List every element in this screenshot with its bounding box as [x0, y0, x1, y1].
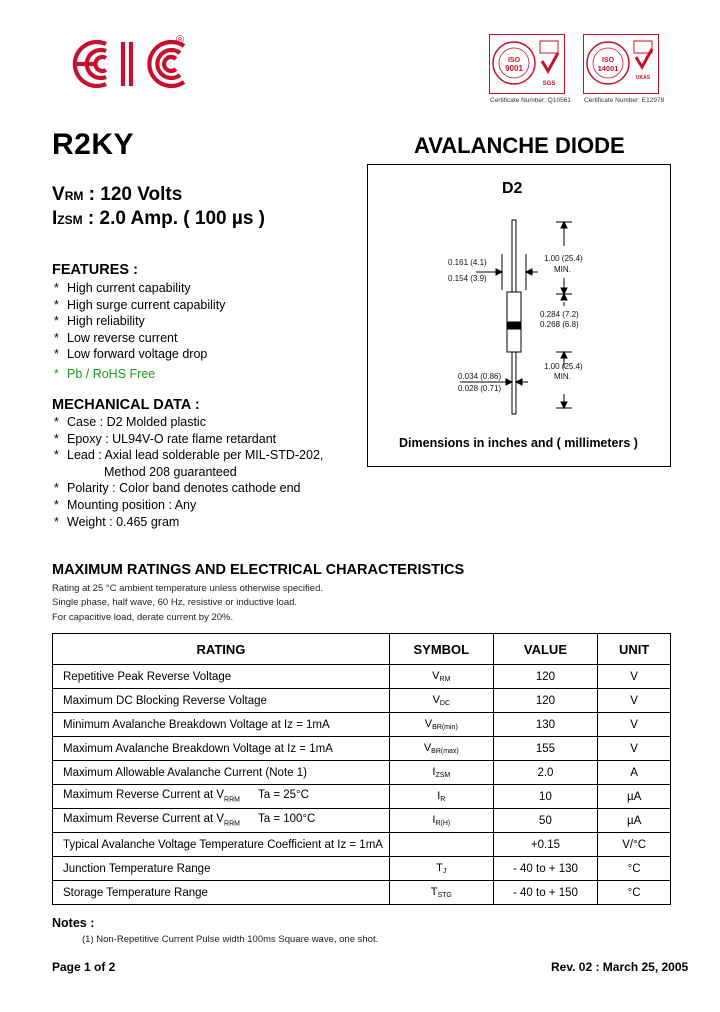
symbol-cell — [389, 857, 493, 881]
value-cell: 155 — [493, 737, 598, 761]
part-number: R2KY — [52, 128, 135, 161]
unit-cell: V — [598, 713, 671, 737]
rating-text: Maximum Reverse Current at V — [63, 813, 225, 826]
symbol-cell — [389, 737, 493, 761]
svg-text:ISO: ISO — [601, 57, 615, 64]
symbol-text: I — [432, 766, 436, 778]
symbol-cell — [389, 833, 493, 857]
rating-cell — [53, 833, 390, 857]
rating-text: Typical Avalanche Voltage Temperature Coefficient at Iz = 1mA — [63, 838, 383, 851]
value-cell: 2.0 — [493, 761, 598, 785]
table-header-row — [53, 634, 671, 665]
rating-cell — [53, 689, 390, 713]
list-item: * Epoxy : UL94V-O rate flame retardant — [52, 431, 323, 448]
symbol-subscript: RM — [439, 676, 451, 683]
value-cell: 10 — [493, 785, 598, 809]
dim-lead-len-bot: 1.00 (25.4) — [544, 362, 583, 371]
dim-body-dia-min: 0.154 (3.9) — [448, 274, 487, 283]
list-item: * High surge current capability — [52, 297, 225, 314]
rating-text: Repetitive Peak Reverse Voltage — [63, 670, 232, 683]
symbol-subscript: R — [440, 796, 446, 803]
product-title: AVALANCHE DIODE — [414, 133, 625, 158]
notes-heading: Notes : — [52, 916, 95, 930]
svg-text:9001: 9001 — [505, 64, 523, 73]
symbol-text: I — [437, 790, 441, 802]
spec-izsm: IZSM : 2.0 Amp. ( 100 µs ) — [52, 208, 265, 229]
rohs-item: * Pb / RoHS Free — [52, 366, 225, 383]
features-list — [52, 280, 225, 383]
condition-line: Single phase, half wave, 60 Hz, resistive or inductive load. — [52, 597, 298, 608]
dim-lead-len-top-min: MIN. — [554, 265, 571, 274]
table-row — [53, 833, 671, 857]
symbol-subscript: BR(max) — [431, 748, 459, 755]
list-item: * Lead : Axial lead solderable per MIL-STD-202, — [52, 447, 323, 464]
rating-cell — [53, 761, 390, 785]
rating-text: Minimum Avalanche Breakdown Voltage at Iz = 1mA — [63, 718, 330, 731]
unit-cell: V — [598, 665, 671, 689]
unit-cell: µA — [598, 785, 671, 809]
spec-vrm-sub: RM — [64, 189, 84, 203]
condition-line: Rating at 25 °C ambient temperature unless otherwise specified. — [52, 583, 323, 594]
symbol-subscript: DC — [439, 700, 451, 707]
iso9001-seal-icon — [490, 35, 564, 93]
mechanical-list — [52, 414, 323, 530]
ratings-title: MAXIMUM RATINGS AND ELECTRICAL CHARACTERISTICS — [52, 562, 465, 578]
unit-cell: V — [598, 689, 671, 713]
unit-cell: °C — [598, 881, 671, 905]
value-cell: 50 — [493, 809, 598, 833]
rating-cell — [53, 737, 390, 761]
list-item: * Low reverse current — [52, 330, 225, 347]
col-symbol: SYMBOL — [389, 634, 493, 665]
symbol-cell — [389, 713, 493, 737]
dim-body-dia-max: 0.161 (4.1) — [448, 258, 487, 267]
spec-vrm: VRM : 120 Volts — [52, 184, 183, 205]
iso14001-caption: Certificate Number: E12978 — [584, 97, 665, 104]
table-row — [53, 881, 671, 905]
symbol-subscript: R(H) — [435, 820, 451, 827]
symbol-cell — [389, 809, 493, 833]
list-item: * Weight : 0.465 gram — [52, 514, 323, 531]
symbol-subscript: J — [442, 868, 447, 875]
note-1: (1) Non-Repetitive Current Pulse width 100ms Square wave, one shot. — [82, 934, 379, 945]
table-row — [53, 761, 671, 785]
symbol-cell — [389, 689, 493, 713]
list-item: * Polarity : Color band denotes cathode end — [52, 480, 323, 497]
iso14001-seal-icon — [584, 35, 658, 93]
iso9001-badge — [489, 34, 565, 94]
symbol-text: T — [436, 862, 443, 874]
unit-cell: °C — [598, 857, 671, 881]
value-cell: 120 — [493, 689, 598, 713]
symbol-subscript: STG — [437, 892, 452, 899]
spec-izsm-symbol: I — [52, 208, 58, 229]
table-row — [53, 689, 671, 713]
list-item: * High reliability — [52, 313, 225, 330]
rating-text: Maximum Allowable Avalanche Current (Note 1) — [63, 766, 307, 779]
rating-cell — [53, 785, 390, 809]
symbol-cell — [389, 881, 493, 905]
col-rating: RATING — [53, 634, 390, 665]
unit-cell: V/°C — [598, 833, 671, 857]
iso9001-caption: Certificate Number: Q10561 — [490, 97, 571, 104]
symbol-text: V — [432, 694, 440, 706]
rating-text: Maximum Avalanche Breakdown Voltage at Iz = 1mA — [63, 742, 333, 755]
unit-cell: V — [598, 737, 671, 761]
svg-text:14001: 14001 — [597, 64, 619, 73]
rating-cell — [53, 713, 390, 737]
rating-text: Junction Temperature Range — [63, 862, 211, 875]
table-row — [53, 785, 671, 809]
rating-subscript: RRM — [224, 796, 240, 804]
list-item: * High current capability — [52, 280, 225, 297]
list-item: * Case : D2 Molded plastic — [52, 414, 323, 431]
symbol-text: I — [432, 814, 436, 826]
value-cell: - 40 to + 130 — [493, 857, 598, 881]
symbol-subscript: ZSM — [435, 772, 451, 779]
features-heading: FEATURES : — [52, 262, 138, 278]
symbol-text: T — [430, 886, 438, 898]
unit-cell: A — [598, 761, 671, 785]
table-row — [53, 809, 671, 833]
unit-cell: µA — [598, 809, 671, 833]
symbol-cell — [389, 785, 493, 809]
revision-date: Rev. 02 : March 25, 2005 — [551, 960, 689, 974]
list-item: * Mounting position : Any — [52, 497, 323, 514]
dim-body-len-max: 0.284 (7.2) — [540, 310, 579, 319]
rating-cell — [53, 809, 390, 833]
spec-vrm-symbol: V — [52, 184, 65, 205]
rating-condition: Ta = 100°C — [258, 813, 316, 826]
dim-lead-len-top: 1.00 (25.4) — [544, 254, 583, 263]
package-name: D2 — [502, 180, 523, 197]
svg-text:ISO: ISO — [507, 57, 521, 64]
table-row — [53, 737, 671, 761]
value-cell: 130 — [493, 713, 598, 737]
eic-logo — [66, 36, 192, 92]
rating-cell — [53, 857, 390, 881]
symbol-cell — [389, 761, 493, 785]
value-cell: +0.15 — [493, 833, 598, 857]
spec-izsm-sub: ZSM — [57, 213, 83, 227]
condition-line: For capacitive load, derate current by 20%. — [52, 612, 234, 623]
value-cell: 120 — [493, 665, 598, 689]
rating-condition: Ta = 25°C — [258, 789, 309, 802]
list-item: * Low forward voltage drop — [52, 346, 225, 363]
symbol-text: V — [423, 742, 432, 754]
diagram-caption: Dimensions in inches and ( millimeters ) — [399, 436, 638, 450]
mechanical-heading: MECHANICAL DATA : — [52, 397, 200, 413]
rating-text: Maximum DC Blocking Reverse Voltage — [63, 694, 267, 707]
rating-cell — [53, 665, 390, 689]
table-row — [53, 665, 671, 689]
rating-subscript: RRM — [224, 820, 240, 828]
page-number: Page 1 of 2 — [52, 960, 116, 974]
dim-lead-dia-min: 0.028 (0.71) — [458, 384, 502, 393]
symbol-subscript: BR(min) — [432, 724, 458, 731]
registered-mark: ® — [176, 34, 185, 46]
list-item: Method 208 guaranteed — [104, 464, 237, 479]
dim-body-len-min: 0.268 (6.8) — [540, 320, 579, 329]
value-cell: - 40 to + 150 — [493, 881, 598, 905]
rating-text: Storage Temperature Range — [63, 886, 208, 899]
rating-cell — [53, 881, 390, 905]
dim-lead-dia-max: 0.034 (0.86) — [458, 372, 502, 381]
rating-text: Maximum Reverse Current at V — [63, 789, 225, 802]
spec-izsm-value: 2.0 Amp. ( 100 µs ) — [99, 208, 265, 229]
col-unit: UNIT — [598, 634, 671, 665]
iso14001-badge — [583, 34, 659, 94]
col-value: VALUE — [493, 634, 598, 665]
table-row — [53, 857, 671, 881]
spec-vrm-value: 120 Volts — [100, 184, 183, 205]
symbol-text: V — [424, 718, 433, 730]
symbol-text: V — [432, 670, 440, 682]
svg-text:UKAS: UKAS — [635, 75, 651, 81]
table-row — [53, 713, 671, 737]
svg-text:SGS: SGS — [542, 81, 556, 87]
ratings-table — [52, 633, 671, 905]
symbol-cell — [389, 665, 493, 689]
dim-lead-len-bot-min: MIN. — [554, 372, 571, 381]
